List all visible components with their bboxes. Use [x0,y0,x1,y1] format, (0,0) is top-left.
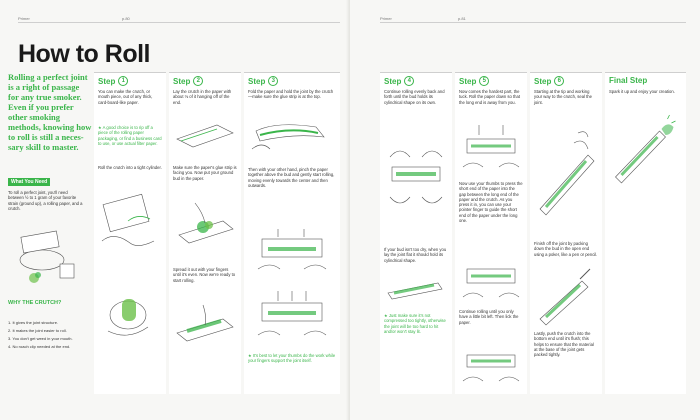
step-3-illustration-roll [248,283,336,343]
top-rule [18,22,340,23]
step-6-heading [530,73,602,86]
step-number: 3 [268,76,278,86]
final-step-illustration [609,111,682,187]
why-the-crutch-list [8,320,84,352]
step-1-heading [94,73,166,86]
what-you-need-badge: What You Need [8,178,50,186]
step-6-illustration-pack [534,265,598,329]
step-2-column [169,72,241,394]
running-head-page: p.81 [458,16,466,21]
running-head-page: p.80 [122,16,130,21]
step-5-illustration-tuck [459,117,523,175]
step-5-text-2: Now use your thumbs to press the short end of the paper into the gap between the long end of the paper and the crutch. As you press it in, you can use your pointer finger to guide the short end of the paper under the long one. [459,181,523,224]
why-the-crutch-heading: WHY THE CRUTCH? [8,300,62,306]
step-2-text-1: Lay the crutch in the paper with about ⅛ of it hanging off of the end. [173,89,232,105]
intro-lead-text: Rolling a perfect joint is a right of passage for any true smoker. Even if you prefer other smoking methods, knowing how to roll is still a neces-sary skill to master. [8,72,92,152]
step-3-column [244,72,340,394]
step-2-heading [169,73,241,86]
step-label: Step [248,76,266,86]
step-number: 5 [479,76,489,86]
list-item: 3. You don't get weed in your mouth. [8,336,73,341]
step-label: Step [173,76,191,86]
step-3-text-1: Fold the paper and hold the joint by the crutch—make sure the glue strip is at the top. [248,89,334,100]
step-4-text-2: If your bud isn't too dry, when you lay the joint flat it should hold its cylindrical shape. [384,247,447,263]
final-step-heading [605,73,686,85]
step-6-text-1: Starting at the tip and working your way to the crutch, seal the joint. [534,89,592,105]
right-page [350,0,700,420]
list-item: 2. It makes the joint easier to roll. [8,328,67,333]
step-2-text-3: Spread it out with your fingers until it's even. Now we're ready to start rolling. [173,267,236,283]
step-3-heading [244,73,340,86]
step-1-illustration-roll [98,269,162,349]
final-step-text: Spark it up and enjoy your creation. [609,89,675,94]
step-5-heading [455,73,527,86]
step-label: Step [534,76,552,86]
step-label: Final Step [609,76,648,85]
step-2-illustration-spread [173,299,237,359]
step-label: Step [98,76,116,86]
step-3-illustration-pinch [248,219,336,279]
step-5-illustration-press [459,249,523,305]
step-4-heading [380,73,452,86]
step-label: Step [459,76,477,86]
step-4-illustration-hands [384,117,448,237]
top-rule [380,22,686,23]
step-1-text-1: You can make the crutch, or mouth piece, out of any thick, card-board-like paper. [98,89,153,105]
list-item: 4. No roach clip needed at the end. [8,344,71,349]
step-4-column [380,72,452,394]
step-5-text-3: Continue rolling until you only have a little bit left. Then lick the paper. [459,309,519,325]
step-5-text-1: Now comes the hardest part, the tuck. Roll the paper down so that the long end is away from you. [459,89,520,105]
step-2-text-2: Make sure the paper's glue strip is facing you. Now put your ground bud in the paper. [173,165,237,181]
step-3-text-2: Then with your other hand, pinch the paper together above the bud and gently start rolling, moving evenly towards the center and then outwards. [248,167,335,188]
step-3-tip: ★ It's best to let your thumbs do the work while your fingers support the joint itself. [248,353,336,364]
step-label: Step [384,76,402,86]
intro-lead [8,72,92,152]
step-4-tip: ★ Just make sure it's not compressed too tightly, otherwise the joint will be too hard to hit and/or won't stay lit. [384,313,446,334]
step-1-illustration-card [98,181,162,259]
step-4-text-1: Continue rolling evenly back and forth until the bud holds its cylindrical shape on its own. [384,89,445,105]
list-item: 1. It gives the joint structure. [8,320,59,325]
supplies-illustration [8,220,88,290]
step-5-illustration-lick [459,335,523,391]
step-1-text-2: Roll the crutch into a tight cylinder. [98,165,162,170]
step-4-illustration-joint [384,273,448,309]
step-2-illustration-paper [173,109,237,159]
step-6-column [530,72,602,394]
step-6-text-2: Finish off the joint by packing down the bud in the open end using a poker, like a pen or pencil. [534,241,598,257]
step-3-illustration-fold [248,109,336,161]
final-step-column [605,72,686,394]
page-title: How to Roll [18,40,150,68]
step-number: 1 [118,76,128,86]
step-6-text-3: Lastly, push the crutch into the bottom end until it's flush; this helps to ensure that the material at the base of the joint gets packed tightly. [534,331,594,358]
step-5-column [455,72,527,394]
step-2-illustration-bud [173,195,237,261]
running-head-section: Primer [380,16,392,21]
what-you-need-text: To roll a perfect joint, you'll need between ½ to 1 gram of your favorite strain (ground up), a rolling paper, and a crutch. [8,190,83,211]
step-number: 2 [193,76,203,86]
step-1-tip: ★ A good choice is to rip off a piece of the rolling paper packaging, or find a business card to use, or use actual filter paper. [98,125,162,146]
step-number: 6 [554,76,564,86]
running-head-section: Primer [18,16,30,21]
step-6-illustration-seal [534,113,598,233]
step-1-column [94,72,166,394]
step-number: 4 [404,76,414,86]
